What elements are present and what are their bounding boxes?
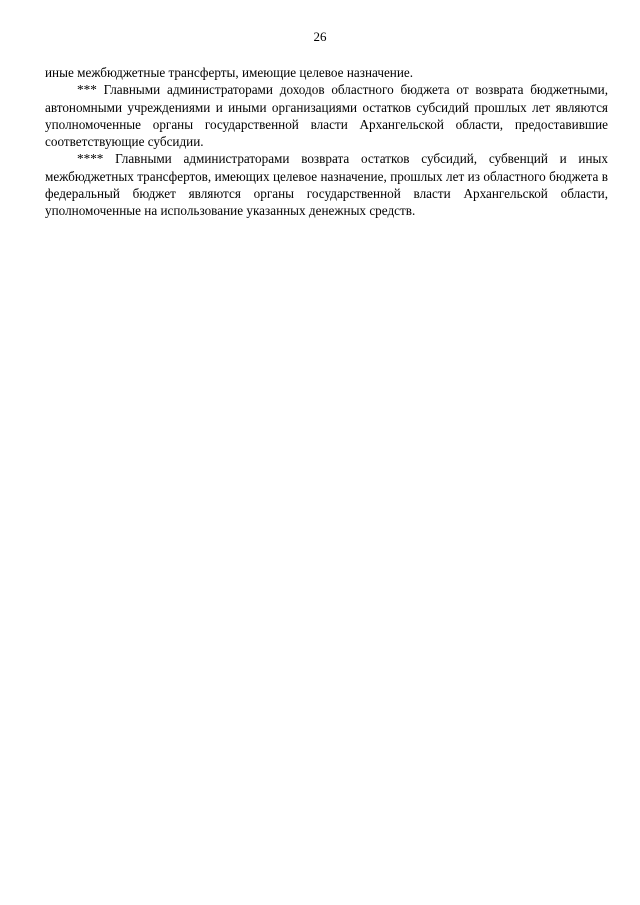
footnote-triple-asterisk: *** Главными администраторами доходов областного бюджета от возврата бюджетными, автономными учреждениями и иными организациями остатков субсидий прошлых лет являются уполномоченные органы государственной власти Архангельской области, предоставившие соответствующие субсидии. [45, 82, 608, 150]
paragraph-continuation: иные межбюджетные трансферты, имеющие целевое назначение. [45, 65, 414, 80]
page-number: 26 [313, 29, 327, 44]
document-body [45, 64, 608, 220]
footnote-quadruple-asterisk: **** Главными администраторами возврата остатков субсидий, субвенций и иных межбюджетных трансфертов, имеющих целевое назначение, прошлых лет из областного бюджета в федеральный бюджет являются органы государственной власти Архангельской области, уполномоченные на использование указанных денежных средств. [45, 151, 608, 219]
